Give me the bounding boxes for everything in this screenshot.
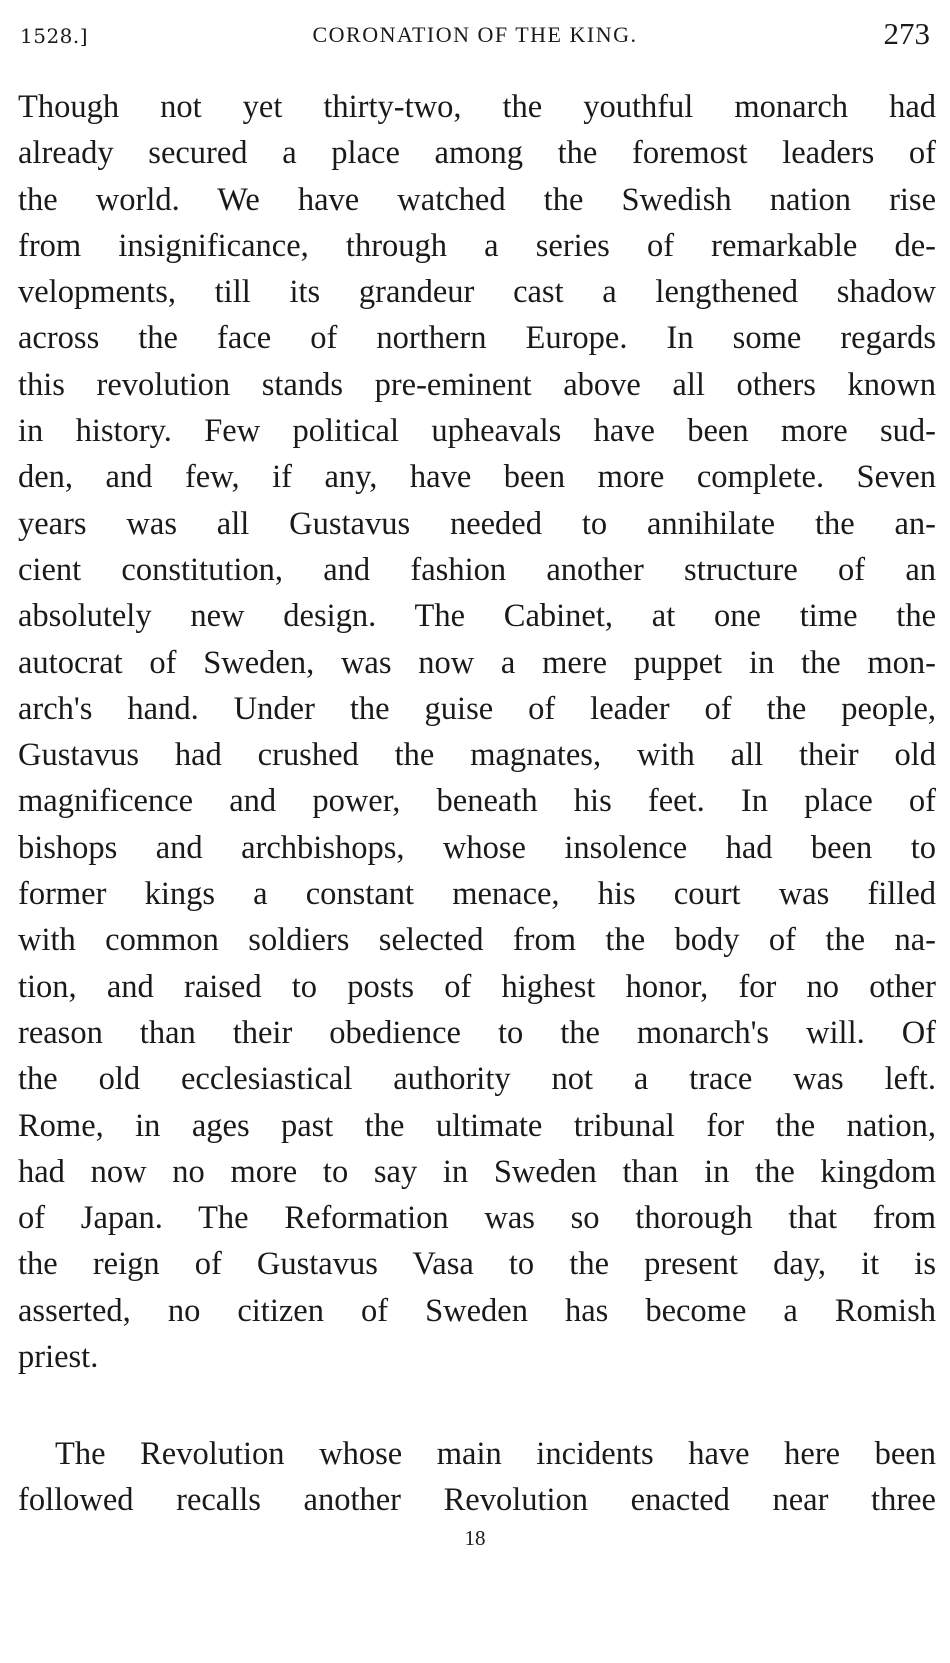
- text-line: this revolution stands pre-eminent above all others known: [18, 366, 936, 403]
- text-line: the world. We have watched the Swedish nation rise: [18, 181, 936, 218]
- signature-mark: 18: [464, 1526, 486, 1550]
- text-line: Though not yet thirty-two, the youthful monarch had: [18, 89, 936, 125]
- text-line: years was all Gustavus needed to annihilate the an-: [18, 505, 936, 542]
- text-line: den, and few, if any, have been more complete. Seven: [18, 459, 936, 496]
- text-line: priest.: [18, 1339, 99, 1376]
- text-line: cient constitution, and fashion another structure of an: [18, 551, 936, 588]
- page-number: 273: [883, 16, 930, 51]
- text-line: of Japan. The Reformation was so thorough that from: [18, 1200, 936, 1237]
- text-line: already secured a place among the foremost leaders of: [18, 135, 936, 172]
- running-head: [18, 14, 932, 54]
- paragraph-2: [18, 1431, 936, 1524]
- text-line: the reign of Gustavus Vasa to the present day, it is: [18, 1246, 936, 1283]
- text-line: followed recalls another Revolution enacted near three: [18, 1482, 936, 1519]
- text-line: Gustavus had crushed the magnates, with all their old: [18, 737, 936, 774]
- text-line: from insignificance, through a series of remarkable de-: [18, 227, 936, 264]
- text-line: magnificence and power, beneath his feet. In place of: [18, 783, 936, 820]
- text-line: in history. Few political upheavals have been more sud-: [18, 413, 936, 450]
- text-line: reason than their obedience to the monarch's will. Of: [18, 1014, 936, 1051]
- running-head-title: CORONATION OF THE KING.: [312, 22, 638, 47]
- running-head-year: 1528.]: [20, 24, 89, 48]
- text-line: with common soldiers selected from the body of the na-: [18, 922, 936, 959]
- text-line: Rome, in ages past the ultimate tribunal for the nation,: [18, 1107, 936, 1144]
- text-line: arch's hand. Under the guise of leader of the people,: [18, 690, 936, 727]
- text-line: velopments, till its grandeur cast a lengthened shadow: [18, 274, 936, 311]
- text-line: had now no more to say in Sweden than in the kingdom: [18, 1153, 936, 1190]
- text-line: former kings a constant menace, his court was filled: [18, 876, 936, 913]
- text-line: The Revolution whose main incidents have here been: [55, 1436, 936, 1472]
- text-line: absolutely new design. The Cabinet, at one time the: [18, 598, 936, 635]
- text-line: bishops and archbishops, whose insolence had been to: [18, 829, 936, 866]
- text-line: asserted, no citizen of Sweden has become a Romish: [18, 1292, 936, 1329]
- text-line: tion, and raised to posts of highest honor, for no other: [18, 968, 936, 1005]
- text-line: the old ecclesiastical authority not a trace was left.: [18, 1061, 936, 1098]
- text-line: across the face of northern Europe. In some regards: [18, 320, 936, 357]
- paragraph-1: [18, 84, 936, 1380]
- text-line: autocrat of Sweden, was now a mere puppet in the mon-: [18, 644, 936, 681]
